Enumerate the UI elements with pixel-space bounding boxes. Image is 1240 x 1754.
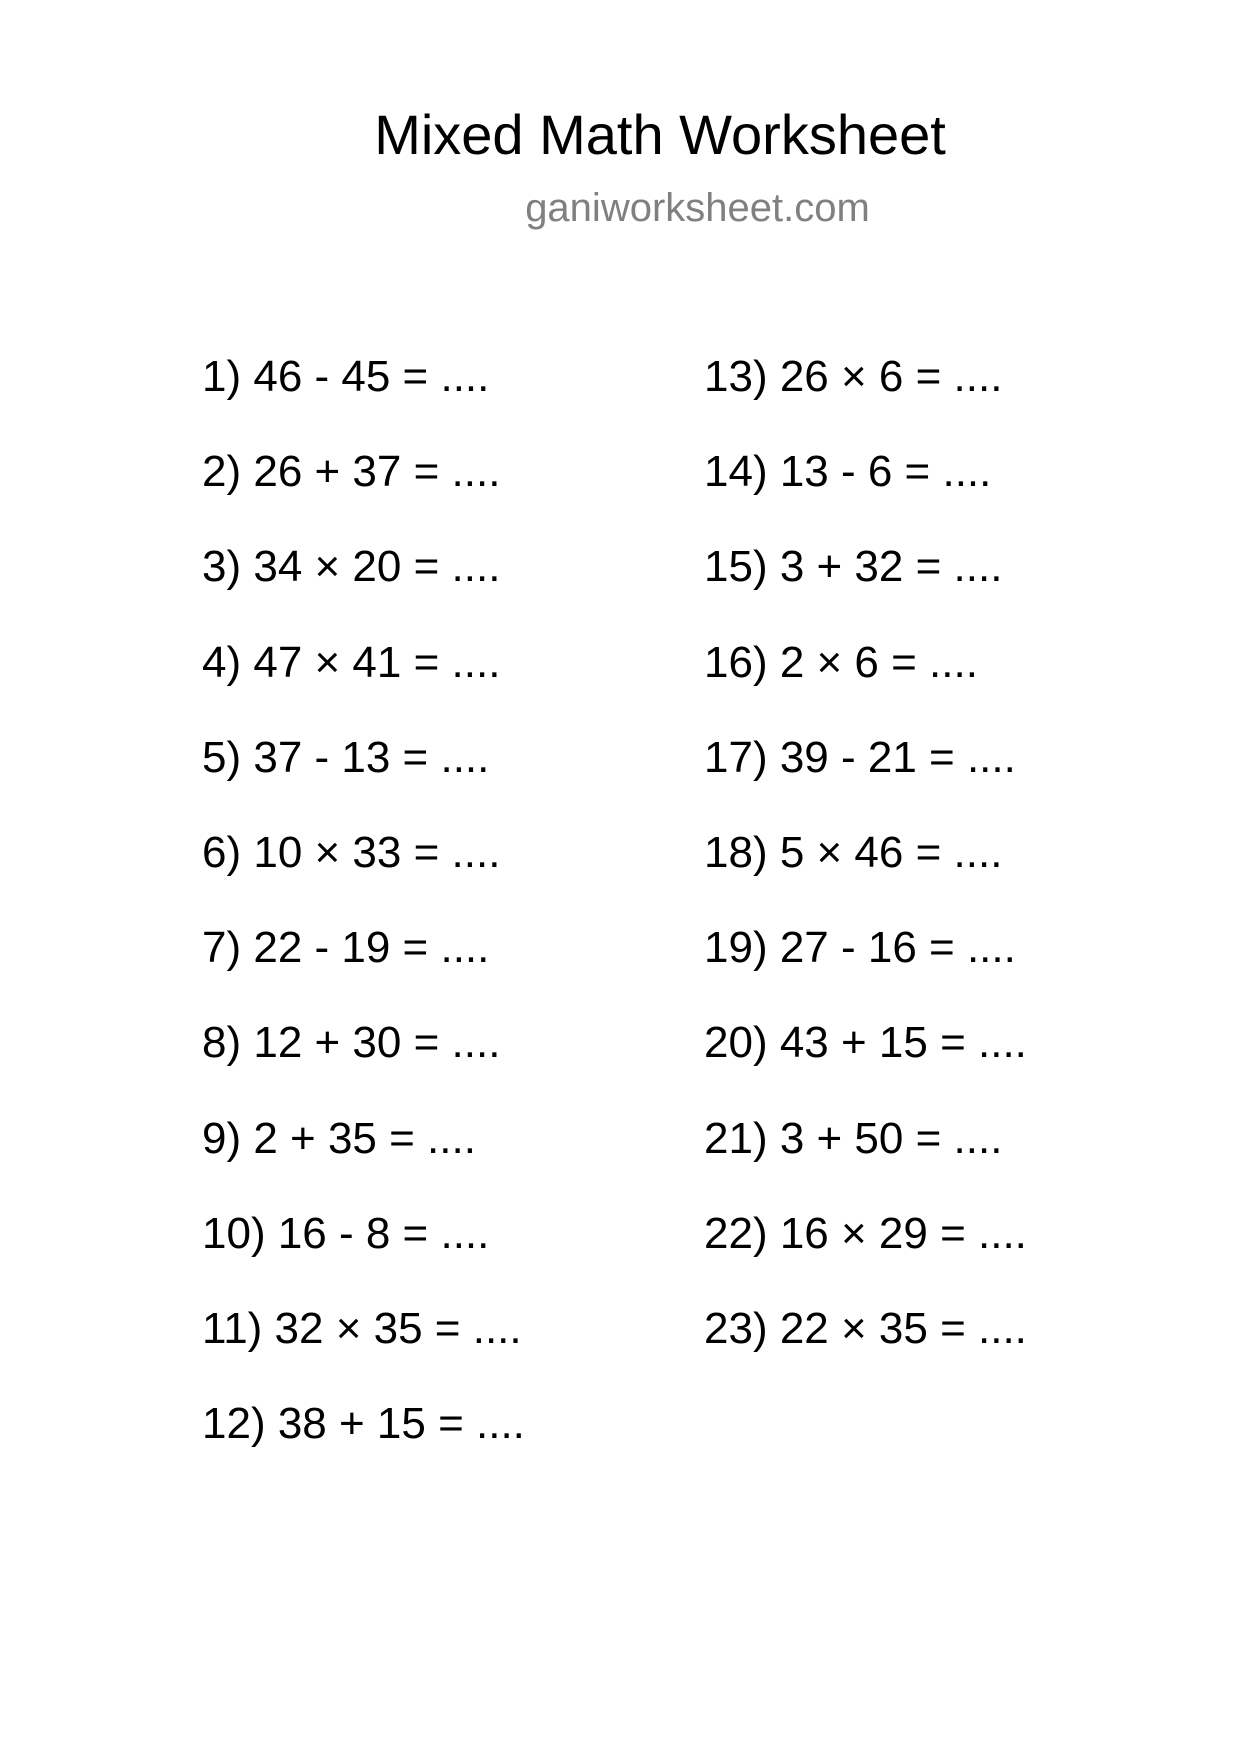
math-problem: 18) 5 × 46 = .... — [704, 827, 1003, 877]
math-problem: 6) 10 × 33 = .... — [202, 827, 501, 877]
math-problem: 2) 26 + 37 = .... — [202, 447, 501, 497]
math-problem: 4) 47 × 41 = .... — [202, 637, 501, 687]
worksheet-title: Mixed Math Worksheet — [374, 103, 946, 166]
math-problem: 12) 38 + 15 = .... — [202, 1399, 525, 1449]
math-problem: 16) 2 × 6 = .... — [704, 637, 978, 687]
math-problem: 19) 27 - 16 = .... — [704, 923, 1016, 973]
math-problem: 21) 3 + 50 = .... — [704, 1113, 1003, 1163]
math-problem: 23) 22 × 35 = .... — [704, 1303, 1027, 1353]
math-problem: 22) 16 × 29 = .... — [704, 1208, 1027, 1258]
website-label: ganiworksheet.com — [525, 186, 870, 230]
problem-column-left — [202, 350, 525, 1492]
math-problem: 1) 46 - 45 = .... — [202, 352, 490, 401]
math-problem: 8) 12 + 30 = .... — [202, 1018, 501, 1068]
math-problem: 11) 32 × 35 = .... — [202, 1303, 522, 1353]
math-problem: 3) 34 × 20 = .... — [202, 542, 501, 592]
math-problem: 9) 2 + 35 = .... — [202, 1113, 476, 1163]
math-problem: 7) 22 - 19 = .... — [202, 923, 490, 973]
math-problem: 20) 43 + 15 = .... — [704, 1018, 1027, 1068]
problem-column-right — [704, 350, 1027, 1397]
math-problem: 14) 13 - 6 = .... — [704, 447, 992, 497]
math-problem: 17) 39 - 21 = .... — [704, 732, 1016, 782]
math-problem: 5) 37 - 13 = .... — [202, 732, 490, 782]
math-problem: 10) 16 - 8 = .... — [202, 1208, 490, 1258]
math-problem: 15) 3 + 32 = .... — [704, 542, 1003, 592]
math-problem: 13) 26 × 6 = .... — [704, 352, 1003, 401]
